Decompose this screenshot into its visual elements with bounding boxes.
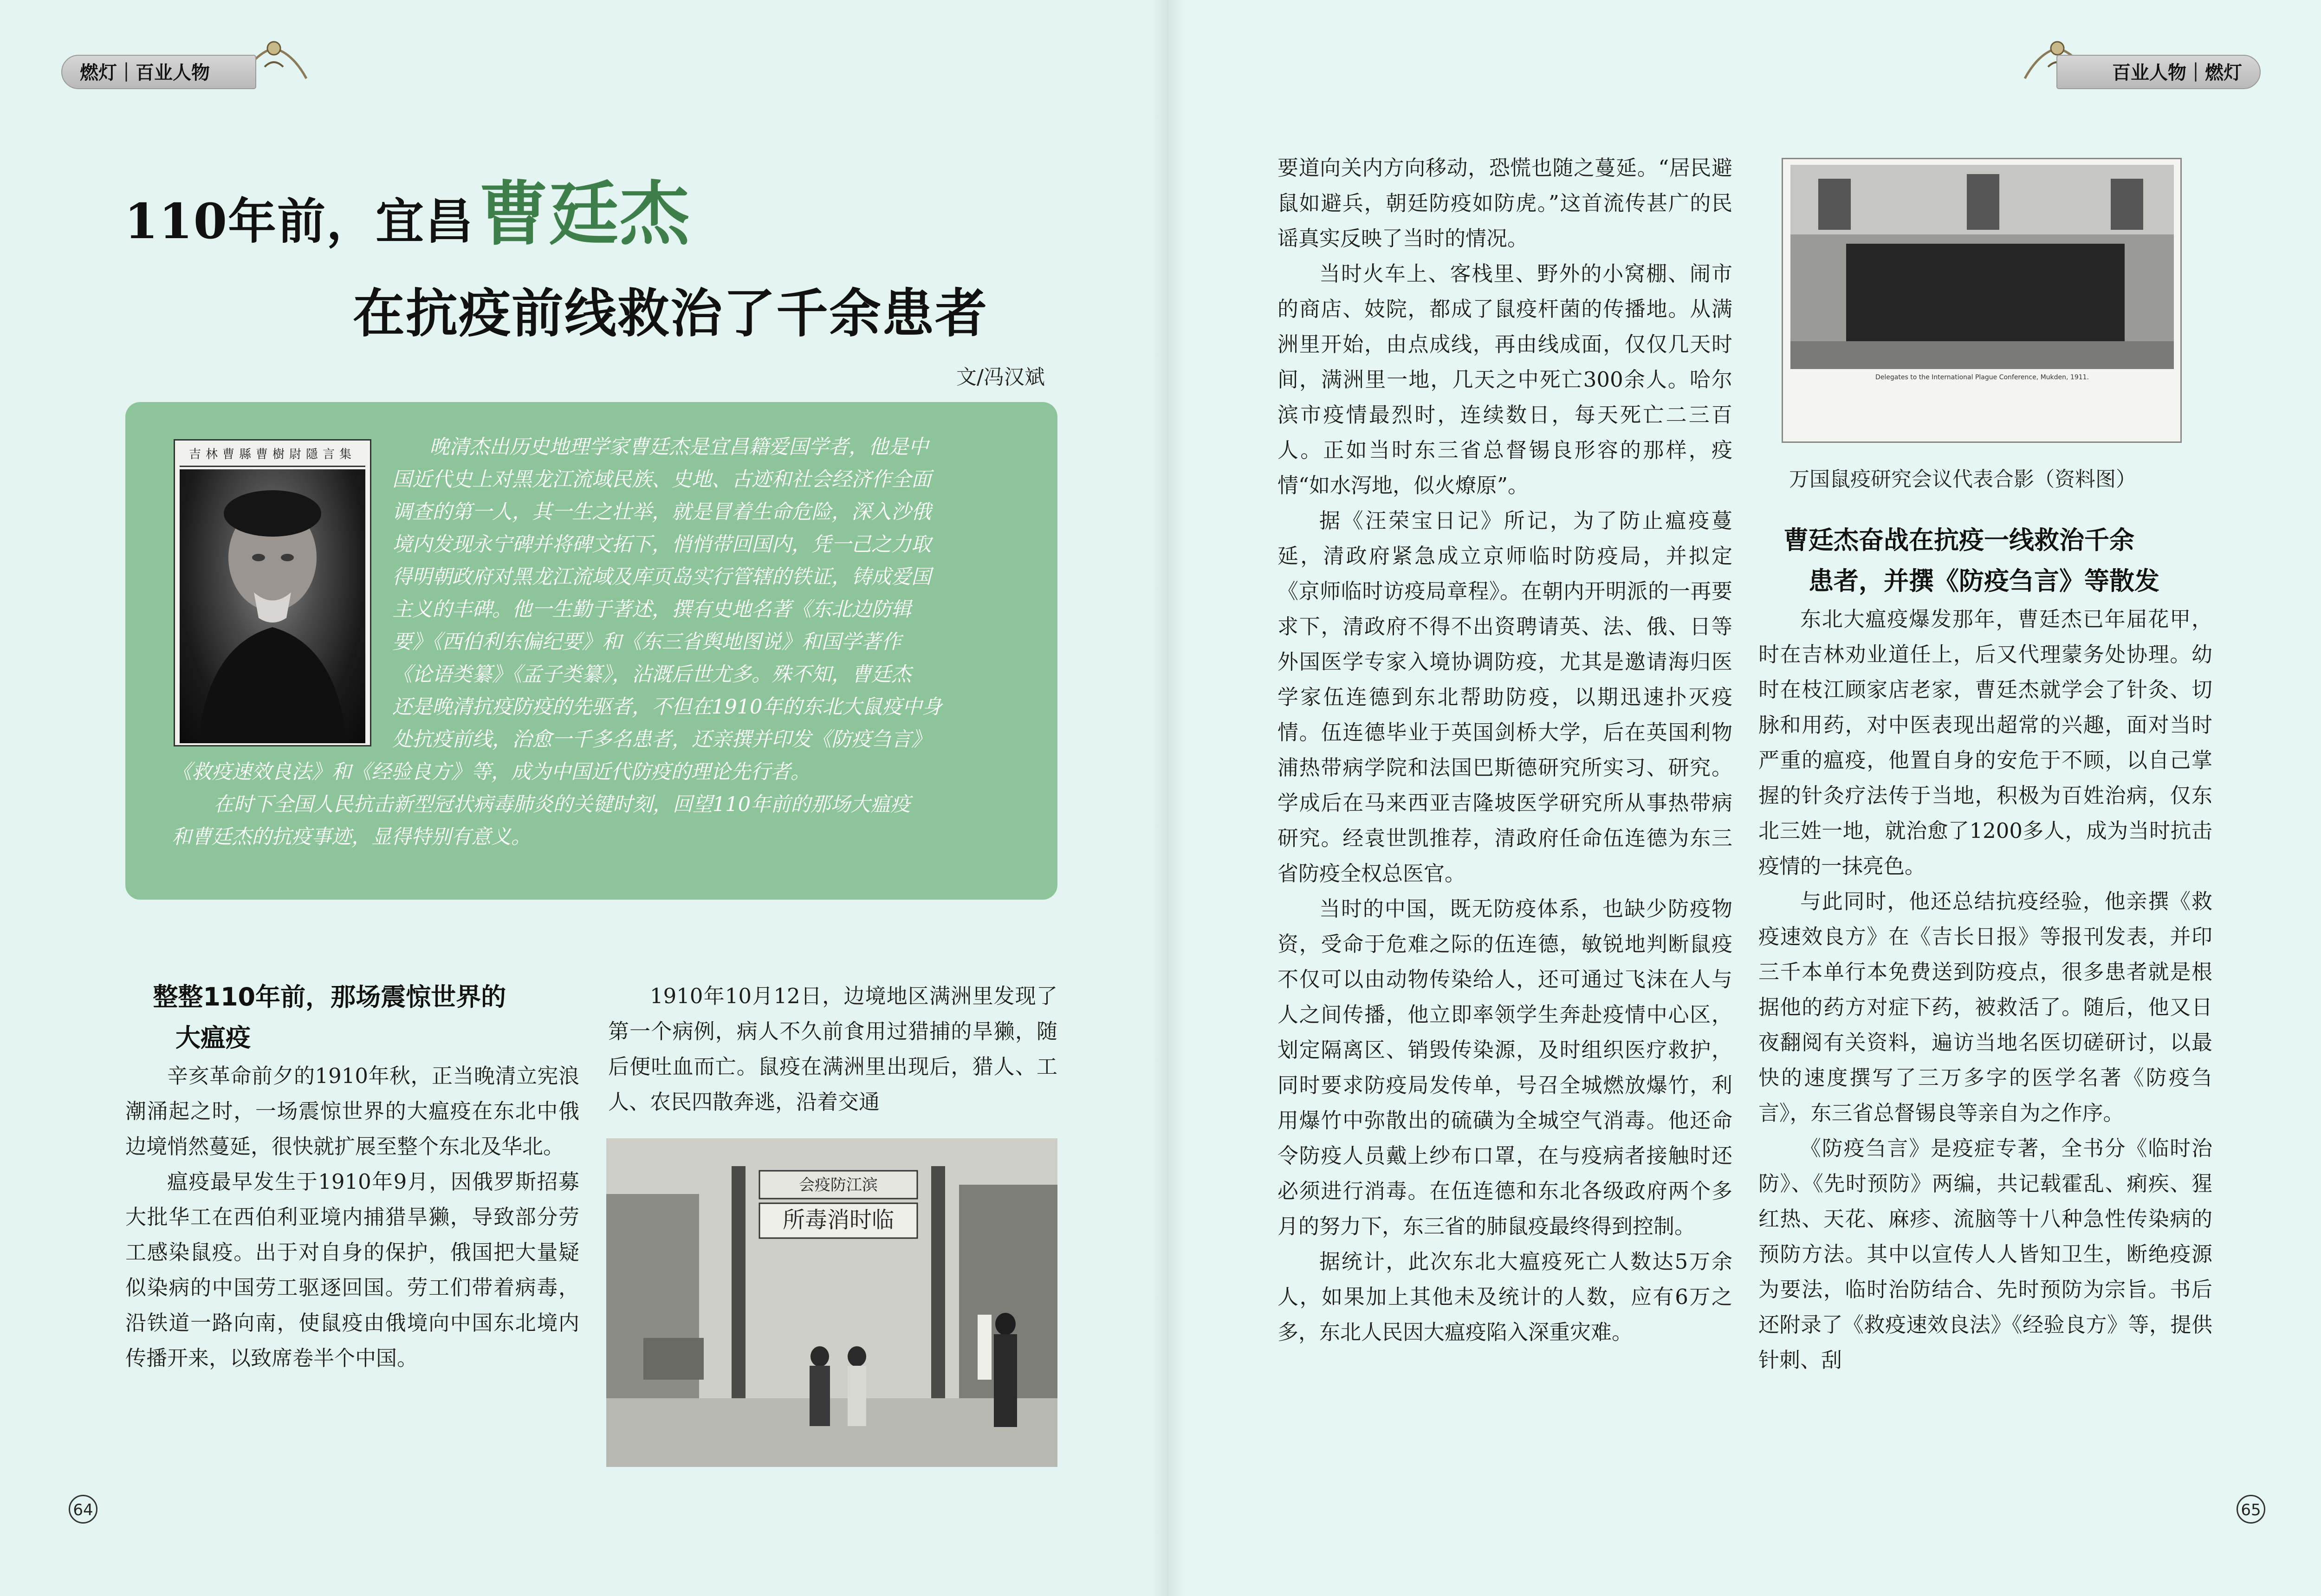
paragraph: 据统计，此次东北大瘟疫死亡人数达5万余人，如果加上其他未及统计的人数，应有6万之多，东北人民因大瘟疫陷入深重灾难。 — [1277, 1249, 1732, 1344]
intro-line: 调查的第一人，其一生之壮举，就是冒着生命危险，深入沙俄 — [392, 500, 931, 524]
intro-line: 境内发现永宁碑并将碑文拓下，悄悄带回国内，凭一己之力取 — [392, 533, 931, 556]
intro-line: 要》《西伯利东偏纪要》和《东三省舆地图说》和国学著作 — [392, 630, 901, 654]
article-column-3 — [1277, 150, 1732, 1350]
paragraph: 当时火车上、客栈里、野外的小窝棚、闹市的商店、妓院，都成了鼠疫杆菌的传播地。从满洲里开始，由点成线，再由线成面，仅仅几天时间，满洲里一地，几天之中死亡300余人。哈尔滨市疫情最烈时，连续数日，每天死亡二三百人。正如当时东三省总督锡良形容的那样，疫情“如水泻地，似火燎原”。 — [1277, 261, 1732, 498]
intro-line: 在时下全国人民抗击新型冠状病毒肺炎的关键时刻，回望110年前的那场大瘟疫 — [214, 793, 911, 816]
page-number-right: 65 — [2237, 1495, 2265, 1524]
intro-summary-box — [125, 402, 1057, 900]
page-number-left: 64 — [69, 1495, 97, 1524]
paragraph: 东北大瘟疫爆发那年，曹廷杰已年届花甲，时在吉林劝业道任上，后又代理蒙务处协理。幼时在枝江顾家店老家，曹廷杰就学会了针灸、切脉和用药，对中医表现出超常的兴趣，面对当时严重的瘟疫，他置自身的安危于不顾，以自己掌握的针灸疗法传于当地，积极为百姓治病，仅东北三姓一地，就治愈了1200多人，成为当时抗击疫情的一抹亮色。 — [1758, 607, 2212, 878]
paragraph: 据《汪荣宝日记》所记，为了防止瘟疫蔓延，清政府紧急成立京师临时防疫局，并拟定《京师临时访疫局章程》。在朝内开明派的一再要求下，清政府不得不出资聘请英、法、俄、日等外国医学专家入境协调防疫，尤其是邀请海归医学家伍连德到东北帮助防疫，以期迅速扑灭疫情。伍连德毕业于英国剑桥大学，后在英国利物浦热带病学院和法国巴斯德研究所实习、研究。学成后在马来西亚吉隆坡医学研究所从事热带病研究。经袁世凯推荐，清政府任命伍连德为东三省防疫全权总医官。 — [1277, 508, 1732, 886]
section-heading: 曹廷杰奋战在抗疫一线救治千余 — [1783, 526, 2134, 555]
group-photo-icon — [1790, 165, 2174, 369]
conference-group-photo — [1790, 165, 2174, 369]
intro-line: 还是晚清抗疫防疫的先驱者，不但在1910年的东北大鼠疫中身 — [392, 695, 942, 719]
header-section-label-right: 百业人物｜燃灯 — [2056, 55, 2261, 89]
intro-line: 处抗疫前线，治愈一千多名患者，还亲撰并印发《防疫刍言》 — [392, 728, 931, 751]
sign-main-text: 所毒消时临 — [782, 1207, 895, 1233]
header-section-label-left: 燃灯｜百业人物 — [61, 55, 256, 89]
portrait-figure-icon — [180, 469, 365, 743]
article-column-4 — [1758, 520, 2212, 1378]
intro-line: 主义的丰碑。他一生勤于著述，撰有史地名著《东北边防辑 — [392, 598, 911, 621]
title-name: 曹廷杰 — [479, 173, 691, 255]
section-heading: 大瘟疫 — [175, 1023, 251, 1052]
intro-line: 《救疫速效良法》和《经验良方》等，成为中国近代防疫的理论先行者。 — [172, 760, 810, 784]
sign-top-text: 会疫防江滨 — [799, 1176, 878, 1194]
paragraph: 《防疫刍言》是疫症专著，全书分《临时治防》、《先时预防》两编，共记载霍乱、痢疾、猩红热、天花、麻疹、流脑等十八种急性传染病的预防方法。其中以宣传人人皆知卫生，断绝疫源为要法，临时治防结合、先时预防为宗旨。书后还附录了《救疫速效良法》《经验良方》等，提供针刺、刮 — [1758, 1136, 2212, 1372]
photo-inner-caption: Delegates to the International Plague Conference, Mukden, 1911. — [1875, 374, 2089, 381]
article-column-1 — [125, 977, 579, 1376]
paragraph: 当时的中国，既无防疫体系，也缺少防疫物资，受命于危难之际的伍连德，敏锐地判断鼠疫不仅可以由动物传染给人，还可通过飞沫在人与人之间传播，他立即率领学生奔赴疫情中心区，划定隔离区、销毁传染源，及时组织医疗救护，同时要求防疫局发传单，号召全城燃放爆竹，利用爆竹中弥散出的硫磺为全城空气消毒。他还命令防疫人员戴上纱布口罩，在与疫病者接触时还必须进行消毒。在伍连德和东北各级政府两个多月的努力下，东三省的肺鼠疫最终得到控制。 — [1277, 896, 1732, 1239]
intro-line: 国近代史上对黑龙江流域民族、史地、古迹和社会经济作全面 — [392, 468, 931, 491]
portrait-image — [174, 439, 371, 746]
historical-photo-conference-delegates — [1782, 158, 2182, 443]
page-gutter — [1151, 0, 1185, 1596]
intro-line: 晚清杰出历史地理学家曹廷杰是宜昌籍爱国学者，他是中 — [429, 435, 928, 459]
title-prefix: 110年前，宜昌 — [124, 193, 474, 250]
article-title-line2: 在抗疫前线救治了千余患者 — [353, 283, 988, 344]
paragraph: 要道向关内方向移动，恐慌也随之蔓延。“居民避鼠如避兵，朝廷防疫如防虎。”这首流传甚广的民谣真实反映了当时的情况。 — [1277, 156, 1732, 251]
byline: 文/冯汉斌 — [956, 365, 1045, 389]
intro-line: 得明朝政府对黑龙江流域及库页岛实行管辖的铁证，铸成爱国 — [392, 565, 931, 589]
section-heading: 整整110年前，那场震惊世界的 — [153, 982, 506, 1012]
paragraph: 1910年10月12日，边境地区满洲里发现了第一个病例，病人不久前食用过猎捕的旱獭，随后便吐血而亡。鼠疫在满洲里出现后，猎人、工人、农民四散奔逃，沿着交通 — [608, 984, 1057, 1114]
article-title-line1 — [124, 158, 690, 258]
paragraph: 辛亥革命前夕的1910年秋，正当晚清立宪浪潮涌起之时，一场震惊世界的大瘟疫在东北中俄边境悄然蔓延，很快就扩展至整个东北及华北。 — [125, 1064, 579, 1159]
portrait-photo — [180, 469, 365, 743]
intro-line: 和曹廷杰的抗疫事迹，显得特别有意义。 — [172, 825, 531, 849]
historical-photo-quarantine-gate — [606, 1138, 1057, 1467]
quarantine-gate-photo-icon — [606, 1138, 1057, 1467]
photo-caption: 万国鼠疫研究会议代表合影（资料图） — [1789, 467, 2136, 491]
intro-line: 《论语类纂》《孟子类纂》，沾溉后世尤多。殊不知，曹廷杰 — [392, 663, 911, 686]
section-heading: 患者，并撰《防疫刍言》等散发 — [1809, 566, 2159, 596]
portrait-caption: 吉林曹縣曹樹尉隱言集 — [180, 443, 365, 467]
article-column-2 — [608, 979, 1057, 1120]
paragraph: 与此同时，他还总结抗疫经验，他亲撰《救疫速效良方》在《吉长日报》等报刊发表，并印三千本单行本免费送到防疫点，很多患者就是根据他的药方对症下药，被救活了。随后，他又日夜翻阅有关资料，遍访当地名医切磋研讨，以最快的速度撰写了三万多字的医学名著《防疫刍言》，东三省总督锡良等亲自为之作序。 — [1758, 889, 2212, 1125]
paragraph: 瘟疫最早发生于1910年9月，因俄罗斯招募大批华工在西伯利亚境内捕猎旱獭，导致部分劳工感染鼠疫。出于对自身的保护，俄国把大量疑似染病的中国劳工驱逐回国。劳工们带着病毒，沿铁道一路向南，使鼠疫由俄境向中国东北境内传播开来，以致席卷半个中国。 — [125, 1169, 579, 1370]
